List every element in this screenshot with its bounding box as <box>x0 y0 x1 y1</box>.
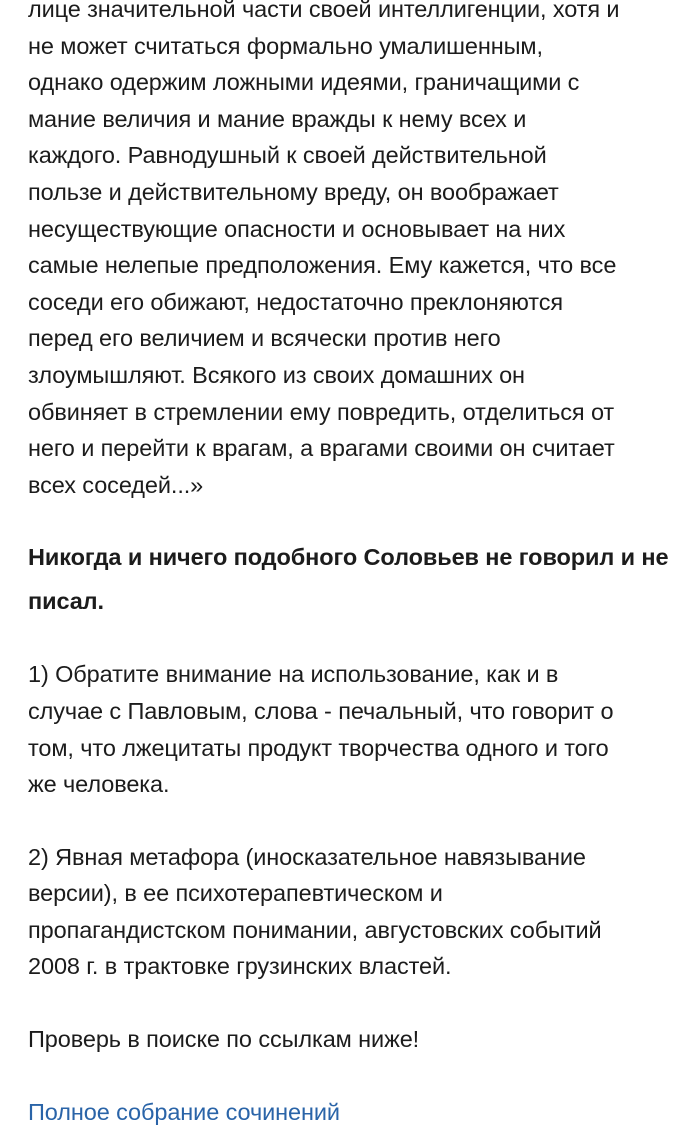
quote-line: злоумышляют. Всякого из своих домашних он <box>28 361 525 388</box>
quote-paragraph <box>28 0 678 503</box>
article-body <box>28 0 678 1130</box>
check-line: Проверь в поиске по ссылкам ниже! <box>28 1026 420 1053</box>
point-one-line: случае с Павловым, слова - печальный, что говорит о <box>28 697 614 724</box>
quote-line: несуществующие опасности и основывает на них <box>28 215 566 242</box>
statement-line: Никогда и ничего подобного Соловьев не говорил и не <box>28 544 669 571</box>
point-two-line: пропагандистском понимании, августовских событий <box>28 916 602 943</box>
point-one-line: же человека. <box>28 771 170 798</box>
quote-line: него и перейти к врагам, а врагами своими он считает <box>28 435 615 462</box>
quote-line: всех соседей...» <box>28 471 204 498</box>
quote-line: пользе и действительному вреду, он воображает <box>28 178 559 205</box>
point-two-line: версии), в ее психотерапевтическом и <box>28 880 443 907</box>
statement-line: писал. <box>28 588 104 615</box>
quote-line: однако одержим ложными идеями, граничащими с <box>28 69 580 96</box>
point-one-line: 1) Обратите внимание на использование, как и в <box>28 661 559 688</box>
quote-line: не может считаться формально умалишенным, <box>28 32 543 59</box>
quote-line: соседи его обижают, недостаточно преклоняются <box>28 288 563 315</box>
statement-paragraph <box>28 539 678 620</box>
quote-line: лице значительной части своей интеллигенции, хотя и <box>28 0 620 22</box>
quote-line: самые нелепые предположения. Ему кажется, что все <box>28 252 617 279</box>
point-two-line: 2) Явная метафора (иносказательное навязывание <box>28 843 586 870</box>
quote-line: мание величия и мание вражды к нему всех и <box>28 105 527 132</box>
point-two-paragraph <box>28 839 678 985</box>
collected-works-link[interactable]: Полное собрание сочинений <box>28 1098 340 1125</box>
check-paragraph <box>28 1021 678 1058</box>
point-one-paragraph <box>28 656 678 802</box>
quote-line: обвиняет в стремлении ему повредить, отделиться от <box>28 398 615 425</box>
quote-line: каждого. Равнодушный к своей действительной <box>28 142 547 169</box>
point-one-line: том, что лжецитаты продукт творчества одного и того <box>28 734 609 761</box>
quote-line: перед его величием и всячески против него <box>28 325 501 352</box>
point-two-line: 2008 г. в трактовке грузинских властей. <box>28 953 452 980</box>
